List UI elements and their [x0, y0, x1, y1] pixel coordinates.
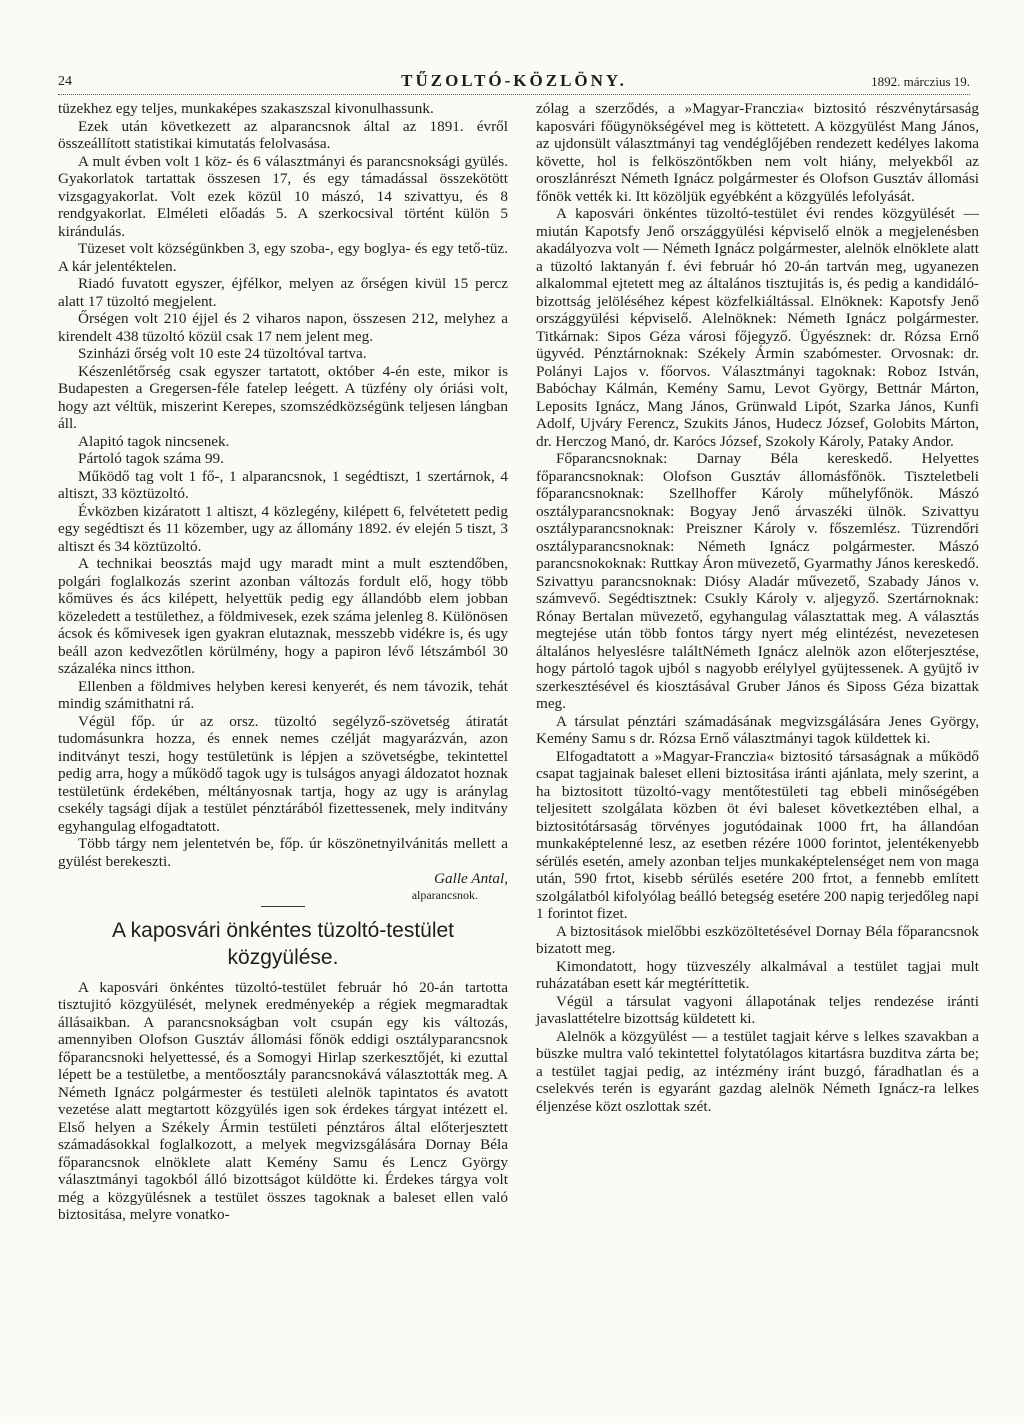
paragraph: Riadó fuvatott egyszer, éjfélkor, melyen az őrségen kivül 15 percz alatt 17 tüzoltó megjelent.: [58, 275, 508, 310]
page-number: 24: [58, 74, 72, 89]
article-title-line: közgyülése.: [227, 945, 339, 969]
paragraph: Ellenben a földmives helyben keresi kenyerét, és nem távozik, tehát mindig számithatni rá.: [58, 677, 508, 712]
article-title: [58, 917, 508, 971]
paragraph: Tüzeset volt községünkben 3, egy szoba-, egy boglya- és egy tető-tüz. A kár jelentéktelen.: [58, 240, 508, 275]
paragraph: Kimondatott, hogy tüzveszély alkalmával a testület tagjai mult ruházatában esett kár megtéríttetik.: [536, 957, 979, 992]
article-title-line: A kaposvári önkéntes tüzoltó-testület: [111, 918, 455, 942]
paragraph: Pártoló tagok száma 99.: [78, 450, 224, 467]
paragraph: A technikai beosztás majd ugy maradt mint a mult esztendőben, polgári foglalkozás szerint azonban változás fordult elő, hogy több kőmüves és ács kilépett, helyettük pedig egy állandóbb elem jobban közeledett a testülethez, a földmivesek, ezek száma jelenleg 8. Különösen ácsok és kőmivesek igen gyakran elutaznak, messzebb vidékre is, és ugy beáll azon kedvezőtlen körülmény, hogy a papiron lévő létszámból 30 százaléka nincs itthon.: [58, 555, 508, 677]
paragraph: Őrségen volt 210 éjjel és 2 viharos napon, összesen 212, melyhez a kirendelt 438 tüzoltó közül csak 17 nem jelent meg.: [58, 310, 508, 345]
issue-date: 1892. márczius 19.: [871, 74, 970, 89]
paragraph: Alapitó tagok nincsenek.: [78, 432, 230, 450]
paragraph: zólag a szerződés, a »Magyar-Franczia« biztositó részvénytársaság kaposvári főügynökségével meg is köttetett. A közgyülést Mang János, az ujdonsült választmányi tag vendéglőjében rendezett kedélyes lakoma követte, hol is felköszöntőkben nem volt hiány, melyekből az oroszlánrészt Németh Ignácz polgármester és Olofson Gusztáv állomási főnök vették ki. Itt közöljük egyébként a közgyülés lefolyását.: [536, 100, 979, 205]
signature-role: alparancsnok.: [411, 887, 478, 902]
paragraph: Működő tag volt 1 fő-, 1 alparancsnok, 1 segédtiszt, 1 szertárnok, 4 altiszt, 33 köztüzoltó.: [58, 467, 508, 502]
paragraph: Alelnök a közgyülést — a testület tagjait kérve s lelkes szavakban a büszke multra való tekintettel folytatólagos kitartásra buzditva zárta be; a testület tagjai pedig, az intézmény iránt buzgó, fáradhatlan és a cselekvés terén is egyaránt gazdag alelnök Németh Ignácz-ra lelkes éljenzése közt oszlottak szét.: [536, 1027, 979, 1115]
paragraph: Elfogadtatott a »Magyar-Franczia« biztositó társaságnak a működő csapat tagjainak baleset elleni biztositása iránti ajánlata, mely szerint, a ha biztositott tüzoltó-vagy mentőtestületi tag ebbeli minőségében teljesitett szolgálata közben öt évi baleset következtében elhal, a biztositótársaság törvényes jogutódainak 1000 frt, ha állandóan munkaképtelenné lesz, az esetben rézére 1000 forintot, jelentékenyebb sérülés esetén, amely azonban teljes munkaképtelenséget nem von maga után, 590 frtot, kisebb sérülés esetére 200 frtot, a fennebb említett szolgálatból kifolyólag beálló betegség esetére 200 napig terjedőleg napi 1 forintot fizet.: [536, 747, 979, 922]
paragraph: Több tárgy nem jelentetvén be, főp. úr köszönetnyilvánitás mellett a gyülést berekeszti.: [58, 835, 508, 870]
divider: [261, 906, 305, 907]
paragraph: Főparancsnoknak: Darnay Béla kereskedő. Helyettes főparancsnoknak: Olofson Gusztáv állomásfőnök. Tiszteletbeli főparancsnoknak: Szellhoffer Károly műhelyfőnök. Mászó osztályparancsnoknak: Bogyay Jenő árvaszéki ülnök. Szivattyu osztályparancsnoknak: Preiszner Károly v. főszemlész. Tüzrendőri osztályparancsnoknak: Németh Ignácz polgármester. Mászó parancsnokoknak: Ruttkay Áron müvezető, Gyarmathy János kereskedő. Szivattyu parancsnoknak: Diósy Aladár művezető, Szabady János v. számvevő. Segédtisztnek: Csukly Károly v. aljegyző. Szertárnoknak: Rónay Bertalan müvezető, egyhangulag választattak meg. A választás megtejése után több fontos tárgy nyert még elintézést, nevezetesen általános helyeslésre találtNémeth Ignácz alelnök azon előterjesztése, hogy pártoló tagok ujból s nagyobb erélylyel gyüjtessenek. A gyüjtő iv szerkesztésével és kiosztásával Gruber János és Siposs Géza bizattak meg.: [536, 450, 979, 712]
paragraph: Készenlétőrség csak egyszer tartatott, október 4-én este, mikor is Budapesten a Gregersen-féle fatelep leégett. A tüzfény oly óriási volt, hogy azt véltük, miszerint Kerepes, szomszédközségünk teljesen lángban áll.: [58, 362, 508, 432]
paragraph: Évközben kizáratott 1 altiszt, 4 közlegény, kilépett 6, felvétetett pedig egy segédtiszt és 11 közember, ugy az állomány 1892. év elején 5 tiszt, 3 altiszt és 34 köztüzoltó.: [58, 502, 508, 555]
left-column: [58, 100, 508, 1224]
paragraph: tüzekhez egy teljes, munkaképes szakaszszal kivonulhassunk.: [58, 100, 434, 117]
paragraph: A mult évben volt 1 köz- és 6 választmányi és parancsnoksági gyülés. Gyakorlatok tartattak összesen 17, és egy támadással összekötött vizsgagyakorlat. Volt ezek közül 10 mászó, 14 szivattyu, és 8 rendgyakorlat. Elméleti előadás 5. A szerkocsival történt külön 5 kirándulás.: [58, 152, 508, 240]
paragraph: A kaposvári önkéntes tüzoltó-testület évi rendes közgyülését — miután Kapotsfy Jenő országgyülési képviselő elnök a megjelenésben akadályozva volt — Németh Ignácz polgármester, alelnök elnöklete alatt a tüzoltó laktanyán f. évi február hó 20-án tartván meg, ugyanezen alkalommal ejtetett meg az általános tisztujitás is, és pedig a kandidáló-bizottság jelöléséhez képest közfelkiáltással. Elnöknek: Kapotsfy Jenő országgyülési képviselő. Alelnöknek: Németh Ignácz polgármester. Titkárnak: Sipos Géza városi főjegyző. Ügyésznek: dr. Rózsa Ernő ügyvéd. Pénztárnoknak: Székely Ármin szabómester. Orvosnak: dr. Polányi Lajos v. főorvos. Választmányi tagoknak: Roboz István, Babóchay Kálmán, Kemény Samu, Levot György, Bettnár Márton, Leposits Ignácz, Mang János, Grünwald Lipót, Szarka János, Kunfi Adolf, Ujváry Ferencz, Szukits János, Hudecz József, Golobits Márton, dr. Herczog Manó, dr. Karócs József, Szokoly Károly, Pataky Andor.: [536, 205, 979, 450]
paragraph: Ezek után következett az alparancsnok által az 1891. évről összeállított statistikai kimutatás felolvasása.: [58, 117, 508, 152]
paragraph: Szinházi őrség volt 10 este 24 tüzoltóval tartva.: [78, 345, 367, 362]
paragraph: A kaposvári önkéntes tüzoltó-testület február hó 20-án tartotta tisztujitó közgyülését, melynek eredményekép a régiek megmaradtak állásaikban. A parancsnokságban volt csupán egy kis változás, amennyiben Olofson Gusztáv állomási főnök eddigi osztályparancsnok főparancsnoki helyettessé, és a Somogyi Hirlap szerkesztőjét, ki ezuttal lépett be a testületbe, a mentőosztály parancsnokává választották meg. A Németh Ignácz polgármester és testületi alelnök tapintatos és avatott vezetése alatt megtartott közgyülés igen sok érdekes tárgyat intézett el. Első helyen a Székely Ármin testületi pénztáros által előterjesztett számadásokkal foglalkozott, a melyek megvizsgálására Dornay Béla főparancsnok elnöklete alatt Kemény Samu és Lencz György választmányi tagokból álló bizottságot küldötte ki. Érdekes tárgya volt még a közgyülésnek a testület összes tagoknak a baleset ellen való biztositása, melyre vonatko-: [58, 978, 508, 1223]
journal-title: TŰZOLTÓ-KÖZLÖNY.: [401, 71, 627, 90]
paragraph: Végül a társulat vagyoni állapotának teljes rendezése iránti javaslattételre bizottság küldetett ki.: [536, 992, 979, 1027]
paragraph: A társulat pénztári számadásának megvizsgálására Jenes György, Kemény Samu s dr. Rózsa Ernő választmányi tagok küldettek ki.: [536, 712, 979, 747]
signature: [58, 870, 508, 902]
paragraph: A biztositások mielőbbi eszközöltetésével Dornay Béla főparancsnok bizatott meg.: [536, 922, 979, 957]
page-header: [58, 70, 970, 95]
signature-name: Galle Antal,: [434, 870, 508, 887]
paragraph: Végül főp. úr az orsz. tüzoltó segélyző-szövetség átiratát tudomásunkra hozza, és ennek nemes czélját magyarázván, azon inditványt teszi, hogy testületünk is lépjen a szövetségbe, tekintettel pedig arra, hogy a működő tagok ugy is tulságos anyagi áldozatot hoznak testületünk érdekében, méltányosnak tartja, hogy az ugy is aránylag csekély tagsági díjak a testület pénztárából fizettessenek, mely inditvány egyhangulag elfogadtatott.: [58, 712, 508, 835]
right-column: [536, 100, 979, 1115]
